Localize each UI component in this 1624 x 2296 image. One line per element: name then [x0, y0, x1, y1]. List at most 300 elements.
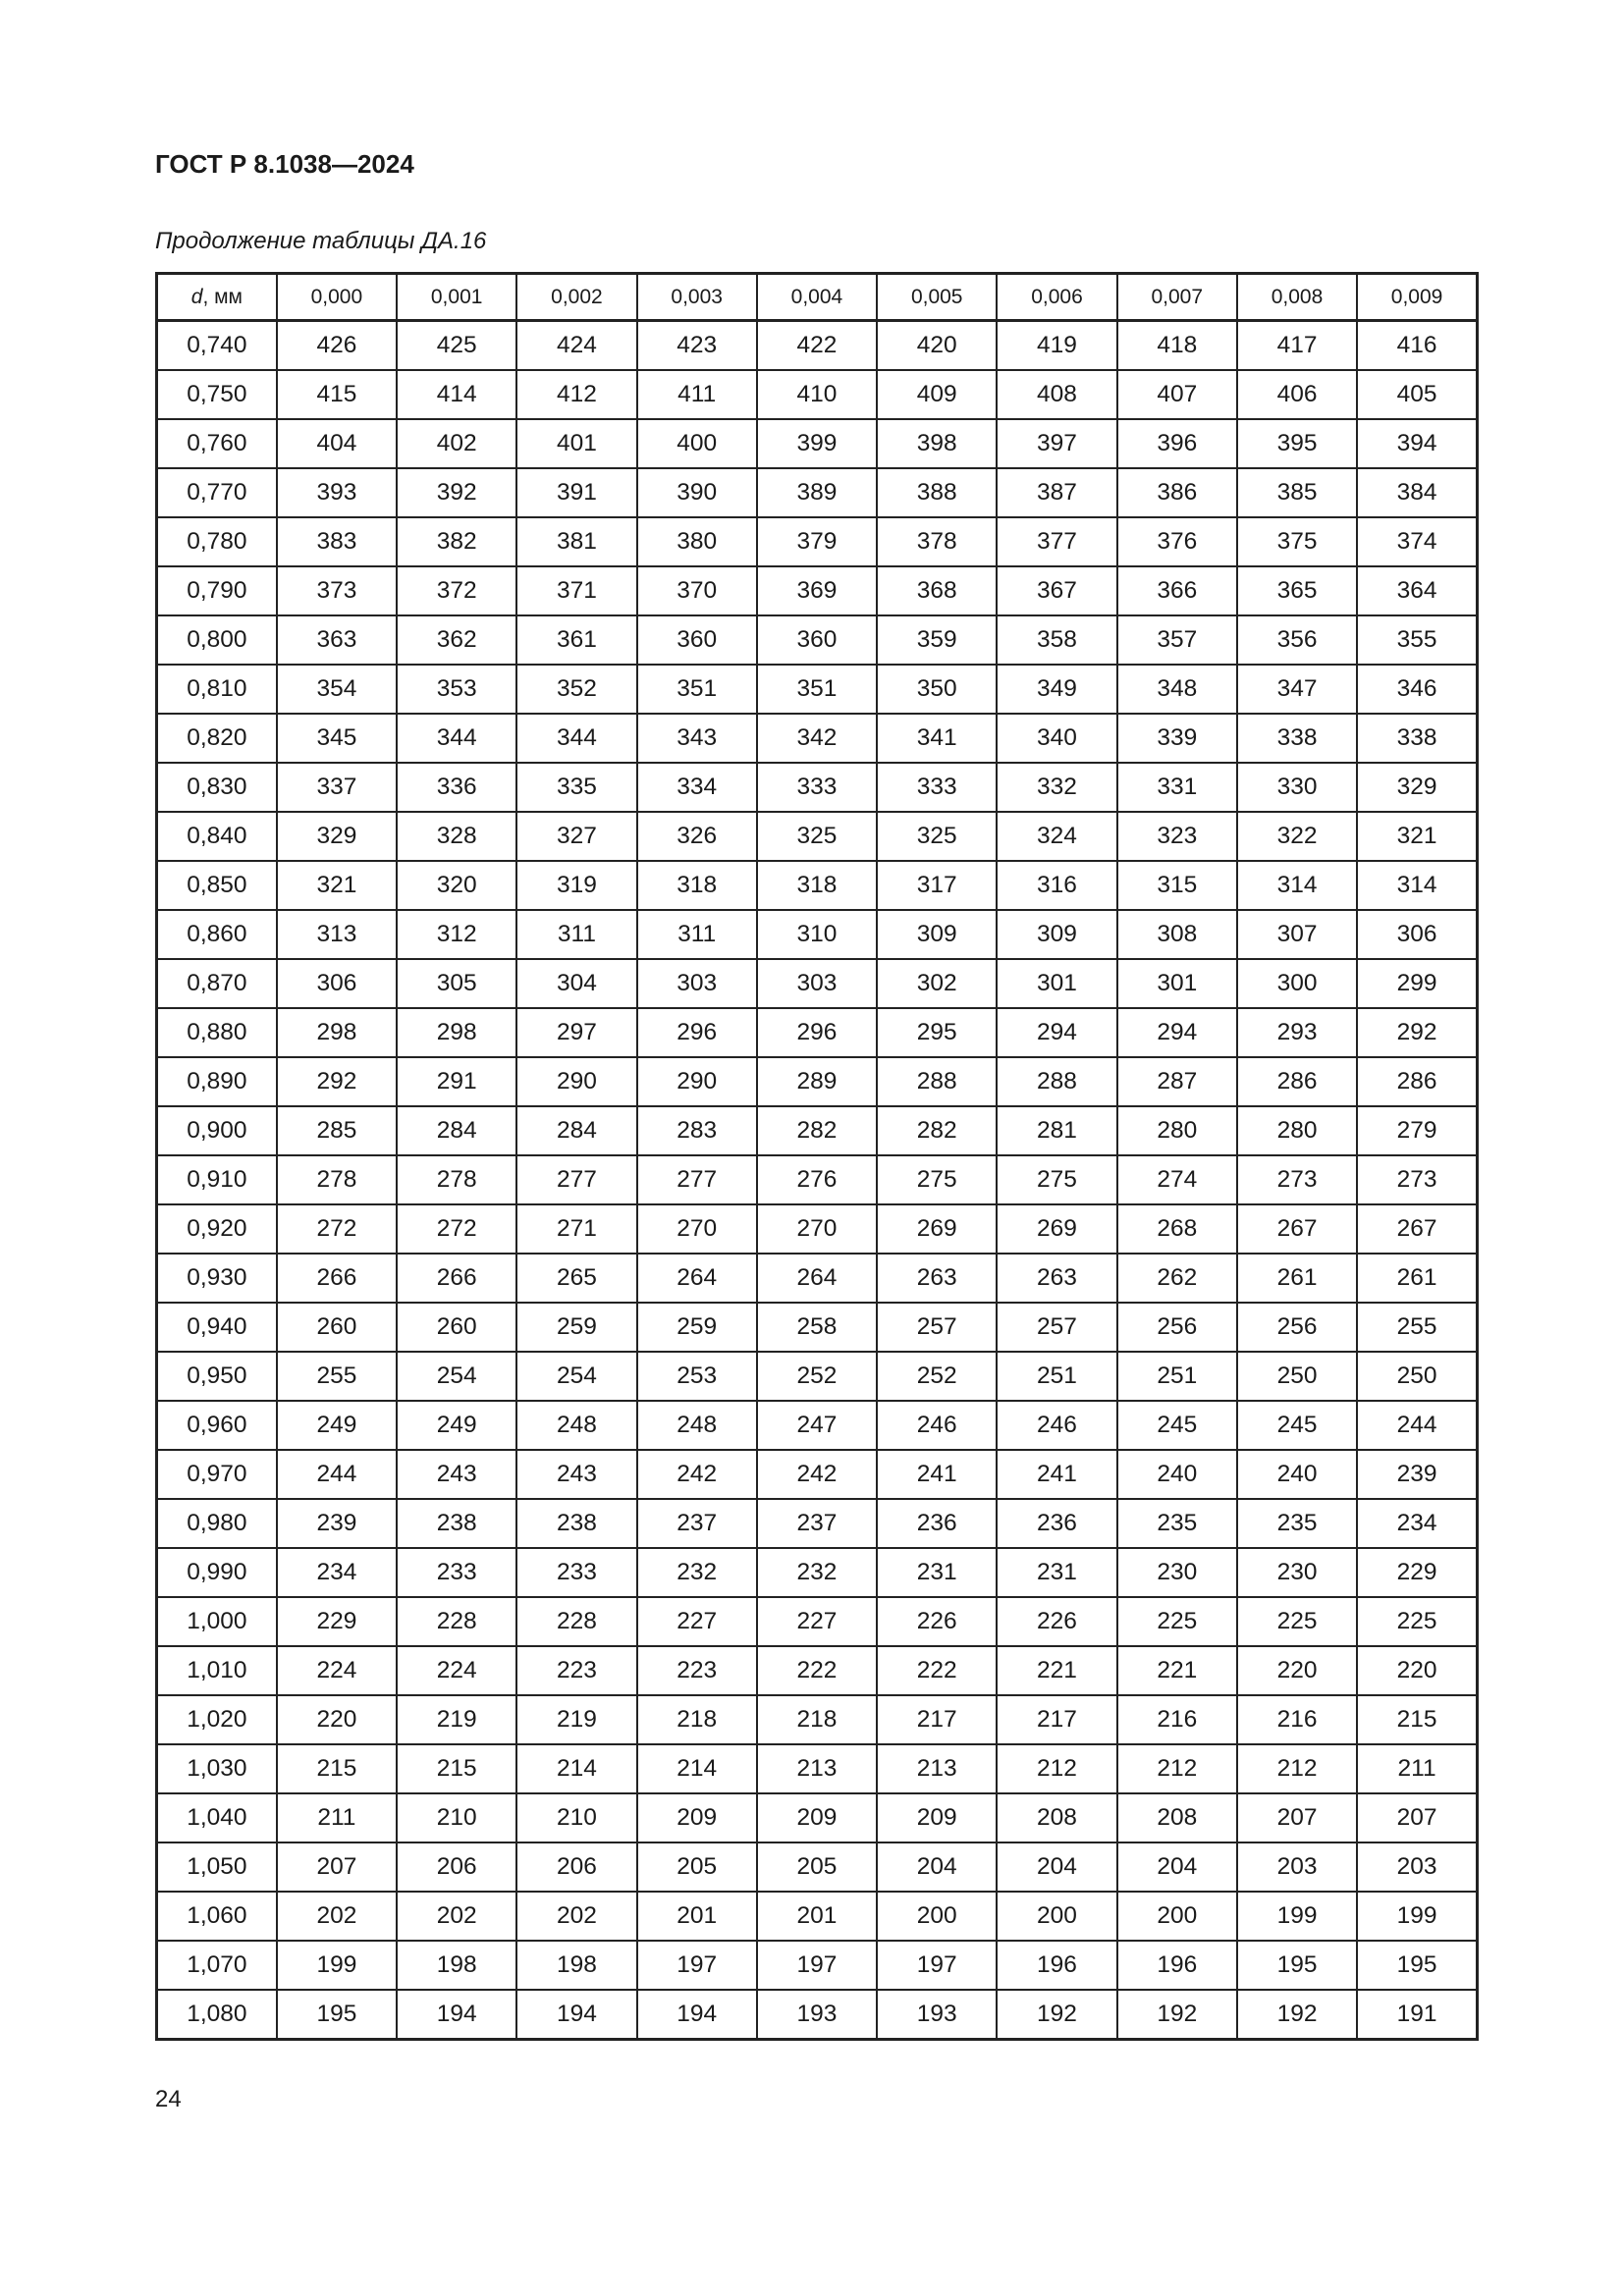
table-cell: 357 — [1117, 615, 1237, 665]
table-cell: 243 — [516, 1450, 636, 1499]
table-cell: 401 — [516, 419, 636, 468]
table-cell: 393 — [277, 468, 397, 517]
table-cell: 268 — [1117, 1204, 1237, 1254]
table-cell: 219 — [516, 1695, 636, 1744]
table-cell: 219 — [397, 1695, 516, 1744]
table-row — [157, 1597, 1478, 1646]
table-cell: 338 — [1237, 714, 1357, 763]
table-cell: 372 — [397, 566, 516, 615]
table-cell: 363 — [277, 615, 397, 665]
row-d-value: 1,030 — [157, 1744, 277, 1793]
table-cell: 206 — [397, 1842, 516, 1892]
table-row — [157, 1204, 1478, 1254]
table-cell: 283 — [637, 1106, 757, 1155]
table-cell: 261 — [1237, 1254, 1357, 1303]
table-cell: 402 — [397, 419, 516, 468]
d-symbol: d — [190, 285, 203, 308]
table-cell: 203 — [1357, 1842, 1477, 1892]
table-cell: 391 — [516, 468, 636, 517]
table-cell: 281 — [997, 1106, 1116, 1155]
table-cell: 284 — [397, 1106, 516, 1155]
table-cell: 253 — [637, 1352, 757, 1401]
table-cell: 302 — [877, 959, 997, 1008]
row-d-value: 0,870 — [157, 959, 277, 1008]
table-cell: 234 — [277, 1548, 397, 1597]
row-d-value: 0,780 — [157, 517, 277, 566]
table-cell: 286 — [1237, 1057, 1357, 1106]
table-cell: 264 — [757, 1254, 877, 1303]
table-cell: 328 — [397, 812, 516, 861]
table-cell: 242 — [757, 1450, 877, 1499]
table-cell: 327 — [516, 812, 636, 861]
table-cell: 216 — [1237, 1695, 1357, 1744]
table-cell: 340 — [997, 714, 1116, 763]
header-row — [157, 274, 1478, 321]
table-cell: 331 — [1117, 763, 1237, 812]
table-cell: 247 — [757, 1401, 877, 1450]
row-d-value: 1,060 — [157, 1892, 277, 1941]
table-row — [157, 1155, 1478, 1204]
table-cell: 303 — [757, 959, 877, 1008]
table-cell: 289 — [757, 1057, 877, 1106]
table-cell: 366 — [1117, 566, 1237, 615]
table-cell: 311 — [637, 910, 757, 959]
table-row — [157, 1106, 1478, 1155]
table-row — [157, 615, 1478, 665]
table-cell: 317 — [877, 861, 997, 910]
table-cell: 334 — [637, 763, 757, 812]
table-cell: 418 — [1117, 321, 1237, 371]
table-cell: 369 — [757, 566, 877, 615]
table-cell: 217 — [877, 1695, 997, 1744]
row-d-value: 0,790 — [157, 566, 277, 615]
table-cell: 228 — [397, 1597, 516, 1646]
table-cell: 398 — [877, 419, 997, 468]
table-cell: 197 — [877, 1941, 997, 1990]
row-d-value: 0,880 — [157, 1008, 277, 1057]
table-cell: 207 — [277, 1842, 397, 1892]
table-cell: 347 — [1237, 665, 1357, 714]
table-row — [157, 763, 1478, 812]
table-cell: 266 — [397, 1254, 516, 1303]
table-cell: 419 — [997, 321, 1116, 371]
table-cell: 379 — [757, 517, 877, 566]
table-cell: 202 — [277, 1892, 397, 1941]
table-cell: 301 — [997, 959, 1116, 1008]
table-cell: 325 — [757, 812, 877, 861]
table-cell: 211 — [1357, 1744, 1477, 1793]
table-cell: 243 — [397, 1450, 516, 1499]
table-row — [157, 1892, 1478, 1941]
table-cell: 309 — [877, 910, 997, 959]
table-row — [157, 665, 1478, 714]
table-row — [157, 1990, 1478, 2040]
table-cell: 200 — [997, 1892, 1116, 1941]
table-row — [157, 1401, 1478, 1450]
table-cell: 301 — [1117, 959, 1237, 1008]
table-cell: 282 — [877, 1106, 997, 1155]
table-cell: 228 — [516, 1597, 636, 1646]
table-cell: 277 — [516, 1155, 636, 1204]
table-cell: 215 — [277, 1744, 397, 1793]
table-cell: 260 — [397, 1303, 516, 1352]
table-cell: 355 — [1357, 615, 1477, 665]
column-header: 0,005 — [877, 274, 997, 321]
table-cell: 230 — [1237, 1548, 1357, 1597]
table-cell: 325 — [877, 812, 997, 861]
table-cell: 195 — [277, 1990, 397, 2040]
table-cell: 246 — [997, 1401, 1116, 1450]
table-cell: 237 — [757, 1499, 877, 1548]
table-cell: 376 — [1117, 517, 1237, 566]
table-cell: 255 — [277, 1352, 397, 1401]
row-d-value: 0,910 — [157, 1155, 277, 1204]
table-cell: 352 — [516, 665, 636, 714]
table-cell: 212 — [997, 1744, 1116, 1793]
table-cell: 256 — [1237, 1303, 1357, 1352]
table-cell: 213 — [877, 1744, 997, 1793]
table-cell: 384 — [1357, 468, 1477, 517]
table-cell: 312 — [397, 910, 516, 959]
table-cell: 250 — [1237, 1352, 1357, 1401]
table-cell: 220 — [277, 1695, 397, 1744]
table-cell: 241 — [877, 1450, 997, 1499]
table-cell: 265 — [516, 1254, 636, 1303]
table-cell: 335 — [516, 763, 636, 812]
table-row — [157, 566, 1478, 615]
row-d-value: 0,800 — [157, 615, 277, 665]
table-cell: 360 — [637, 615, 757, 665]
row-d-value: 0,990 — [157, 1548, 277, 1597]
table-cell: 216 — [1117, 1695, 1237, 1744]
table-cell: 323 — [1117, 812, 1237, 861]
table-cell: 249 — [277, 1401, 397, 1450]
table-cell: 221 — [1117, 1646, 1237, 1695]
table-cell: 411 — [637, 370, 757, 419]
table-cell: 292 — [277, 1057, 397, 1106]
table-cell: 307 — [1237, 910, 1357, 959]
table-cell: 213 — [757, 1744, 877, 1793]
column-header: 0,009 — [1357, 274, 1477, 321]
row-d-value: 0,810 — [157, 665, 277, 714]
table-row — [157, 1008, 1478, 1057]
table-cell: 407 — [1117, 370, 1237, 419]
table-cell: 333 — [757, 763, 877, 812]
table-cell: 315 — [1117, 861, 1237, 910]
table-cell: 298 — [277, 1008, 397, 1057]
table-cell: 208 — [1117, 1793, 1237, 1842]
table-cell: 282 — [757, 1106, 877, 1155]
table-cell: 351 — [637, 665, 757, 714]
row-d-value: 0,900 — [157, 1106, 277, 1155]
table-cell: 236 — [997, 1499, 1116, 1548]
table-cell: 389 — [757, 468, 877, 517]
table-cell: 333 — [877, 763, 997, 812]
table-cell: 290 — [637, 1057, 757, 1106]
table-cell: 198 — [516, 1941, 636, 1990]
table-cell: 202 — [516, 1892, 636, 1941]
table-cell: 229 — [277, 1597, 397, 1646]
table-cell: 264 — [637, 1254, 757, 1303]
table-cell: 288 — [877, 1057, 997, 1106]
table-cell: 316 — [997, 861, 1116, 910]
table-cell: 198 — [397, 1941, 516, 1990]
table-cell: 415 — [277, 370, 397, 419]
table-cell: 351 — [757, 665, 877, 714]
table-cell: 306 — [277, 959, 397, 1008]
table-cell: 220 — [1357, 1646, 1477, 1695]
table-cell: 205 — [757, 1842, 877, 1892]
table-cell: 382 — [397, 517, 516, 566]
row-d-value: 0,940 — [157, 1303, 277, 1352]
table-cell: 336 — [397, 763, 516, 812]
table-cell: 197 — [637, 1941, 757, 1990]
table-cell: 406 — [1237, 370, 1357, 419]
table-cell: 232 — [757, 1548, 877, 1597]
table-cell: 405 — [1357, 370, 1477, 419]
table-cell: 322 — [1237, 812, 1357, 861]
table-cell: 344 — [516, 714, 636, 763]
table-cell: 275 — [997, 1155, 1116, 1204]
table-cell: 278 — [277, 1155, 397, 1204]
table-cell: 291 — [397, 1057, 516, 1106]
table-cell: 201 — [637, 1892, 757, 1941]
table-row — [157, 1646, 1478, 1695]
table-cell: 306 — [1357, 910, 1477, 959]
table-cell: 224 — [277, 1646, 397, 1695]
data-table — [155, 272, 1479, 2041]
table-cell: 256 — [1117, 1303, 1237, 1352]
table-cell: 269 — [877, 1204, 997, 1254]
table-cell: 349 — [997, 665, 1116, 714]
table-cell: 234 — [1357, 1499, 1477, 1548]
table-cell: 318 — [637, 861, 757, 910]
table-cell: 409 — [877, 370, 997, 419]
table-cell: 263 — [997, 1254, 1116, 1303]
table-cell: 214 — [637, 1744, 757, 1793]
table-cell: 371 — [516, 566, 636, 615]
table-cell: 209 — [877, 1793, 997, 1842]
table-cell: 278 — [397, 1155, 516, 1204]
table-cell: 227 — [757, 1597, 877, 1646]
table-cell: 229 — [1357, 1548, 1477, 1597]
table-cell: 235 — [1117, 1499, 1237, 1548]
row-d-value: 0,890 — [157, 1057, 277, 1106]
table-cell: 200 — [1117, 1892, 1237, 1941]
table-cell: 226 — [997, 1597, 1116, 1646]
table-cell: 194 — [397, 1990, 516, 2040]
table-cell: 314 — [1357, 861, 1477, 910]
table-cell: 250 — [1357, 1352, 1477, 1401]
table-cell: 373 — [277, 566, 397, 615]
table-cell: 199 — [1237, 1892, 1357, 1941]
table-cell: 196 — [1117, 1941, 1237, 1990]
column-header: 0,000 — [277, 274, 397, 321]
table-cell: 354 — [277, 665, 397, 714]
table-cell: 343 — [637, 714, 757, 763]
row-d-value: 0,950 — [157, 1352, 277, 1401]
table-cell: 202 — [397, 1892, 516, 1941]
page-number: 24 — [155, 2086, 182, 2112]
table-cell: 298 — [397, 1008, 516, 1057]
table-cell: 286 — [1357, 1057, 1477, 1106]
table-cell: 193 — [757, 1990, 877, 2040]
table-body — [157, 321, 1478, 2040]
table-cell: 205 — [637, 1842, 757, 1892]
table-cell: 314 — [1237, 861, 1357, 910]
table-cell: 252 — [877, 1352, 997, 1401]
column-header: 0,007 — [1117, 274, 1237, 321]
table-cell: 245 — [1237, 1401, 1357, 1450]
column-header: 0,001 — [397, 274, 516, 321]
table-cell: 288 — [997, 1057, 1116, 1106]
table-row — [157, 1548, 1478, 1597]
table-row — [157, 714, 1478, 763]
table-cell: 231 — [877, 1548, 997, 1597]
table-cell: 223 — [637, 1646, 757, 1695]
table-row — [157, 959, 1478, 1008]
column-header: 0,002 — [516, 274, 636, 321]
row-d-value: 1,050 — [157, 1842, 277, 1892]
table-cell: 263 — [877, 1254, 997, 1303]
row-d-value: 0,980 — [157, 1499, 277, 1548]
row-d-value: 0,930 — [157, 1254, 277, 1303]
table-cell: 212 — [1237, 1744, 1357, 1793]
row-d-value: 0,770 — [157, 468, 277, 517]
table-cell: 225 — [1117, 1597, 1237, 1646]
table-cell: 230 — [1117, 1548, 1237, 1597]
table-cell: 287 — [1117, 1057, 1237, 1106]
table-row — [157, 861, 1478, 910]
table-cell: 207 — [1357, 1793, 1477, 1842]
table-cell: 326 — [637, 812, 757, 861]
table-row — [157, 1744, 1478, 1793]
table-cell: 204 — [1117, 1842, 1237, 1892]
table-cell: 224 — [397, 1646, 516, 1695]
row-d-value: 1,070 — [157, 1941, 277, 1990]
table-cell: 423 — [637, 321, 757, 371]
table-cell: 257 — [997, 1303, 1116, 1352]
table-cell: 191 — [1357, 1990, 1477, 2040]
table-cell: 248 — [637, 1401, 757, 1450]
table-cell: 339 — [1117, 714, 1237, 763]
table-cell: 320 — [397, 861, 516, 910]
table-cell: 280 — [1117, 1106, 1237, 1155]
table-cell: 399 — [757, 419, 877, 468]
table-cell: 387 — [997, 468, 1116, 517]
table-cell: 370 — [637, 566, 757, 615]
table-cell: 400 — [637, 419, 757, 468]
table-cell: 240 — [1237, 1450, 1357, 1499]
table-cell: 210 — [516, 1793, 636, 1842]
table-cell: 375 — [1237, 517, 1357, 566]
table-cell: 304 — [516, 959, 636, 1008]
table-cell: 388 — [877, 468, 997, 517]
row-d-value: 0,830 — [157, 763, 277, 812]
table-cell: 210 — [397, 1793, 516, 1842]
table-cell: 361 — [516, 615, 636, 665]
table-cell: 284 — [516, 1106, 636, 1155]
row-d-value: 0,970 — [157, 1450, 277, 1499]
row-d-value: 1,000 — [157, 1597, 277, 1646]
row-d-value: 0,760 — [157, 419, 277, 468]
table-cell: 244 — [277, 1450, 397, 1499]
table-cell: 209 — [637, 1793, 757, 1842]
row-d-value: 0,850 — [157, 861, 277, 910]
table-cell: 386 — [1117, 468, 1237, 517]
table-cell: 273 — [1237, 1155, 1357, 1204]
table-cell: 266 — [277, 1254, 397, 1303]
table-cell: 239 — [1357, 1450, 1477, 1499]
table-row — [157, 1352, 1478, 1401]
table-cell: 196 — [997, 1941, 1116, 1990]
table-cell: 226 — [877, 1597, 997, 1646]
table-cell: 417 — [1237, 321, 1357, 371]
table-cell: 192 — [1117, 1990, 1237, 2040]
table-cell: 345 — [277, 714, 397, 763]
table-cell: 299 — [1357, 959, 1477, 1008]
table-cell: 294 — [997, 1008, 1116, 1057]
table-cell: 420 — [877, 321, 997, 371]
table-cell: 416 — [1357, 321, 1477, 371]
row-d-value: 0,750 — [157, 370, 277, 419]
table-cell: 319 — [516, 861, 636, 910]
table-cell: 199 — [1357, 1892, 1477, 1941]
table-cell: 318 — [757, 861, 877, 910]
table-cell: 218 — [637, 1695, 757, 1744]
table-cell: 368 — [877, 566, 997, 615]
table-row — [157, 1499, 1478, 1548]
table-cell: 222 — [877, 1646, 997, 1695]
table-cell: 404 — [277, 419, 397, 468]
table-cell: 279 — [1357, 1106, 1477, 1155]
document-header: ГОСТ Р 8.1038—2024 — [155, 149, 414, 179]
table-cell: 365 — [1237, 566, 1357, 615]
table-cell: 294 — [1117, 1008, 1237, 1057]
table-row — [157, 419, 1478, 468]
table-cell: 254 — [516, 1352, 636, 1401]
table-cell: 422 — [757, 321, 877, 371]
table-cell: 227 — [637, 1597, 757, 1646]
table-cell: 308 — [1117, 910, 1237, 959]
table-cell: 309 — [997, 910, 1116, 959]
table-cell: 280 — [1237, 1106, 1357, 1155]
table-cell: 270 — [757, 1204, 877, 1254]
table-cell: 360 — [757, 615, 877, 665]
table-cell: 329 — [1357, 763, 1477, 812]
table-cell: 295 — [877, 1008, 997, 1057]
table-cell: 192 — [997, 1990, 1116, 2040]
table-cell: 221 — [997, 1646, 1116, 1695]
table-cell: 337 — [277, 763, 397, 812]
table-cell: 426 — [277, 321, 397, 371]
table-cell: 225 — [1237, 1597, 1357, 1646]
table-cell: 259 — [637, 1303, 757, 1352]
table-cell: 214 — [516, 1744, 636, 1793]
table-cell: 390 — [637, 468, 757, 517]
table-cell: 274 — [1117, 1155, 1237, 1204]
table-cell: 408 — [997, 370, 1116, 419]
row-d-value: 1,020 — [157, 1695, 277, 1744]
table-cell: 193 — [877, 1990, 997, 2040]
table-row — [157, 321, 1478, 371]
column-header: 0,006 — [997, 274, 1116, 321]
row-d-value: 1,080 — [157, 1990, 277, 2040]
table-cell: 305 — [397, 959, 516, 1008]
table-cell: 262 — [1117, 1254, 1237, 1303]
table-cell: 252 — [757, 1352, 877, 1401]
table-cell: 201 — [757, 1892, 877, 1941]
